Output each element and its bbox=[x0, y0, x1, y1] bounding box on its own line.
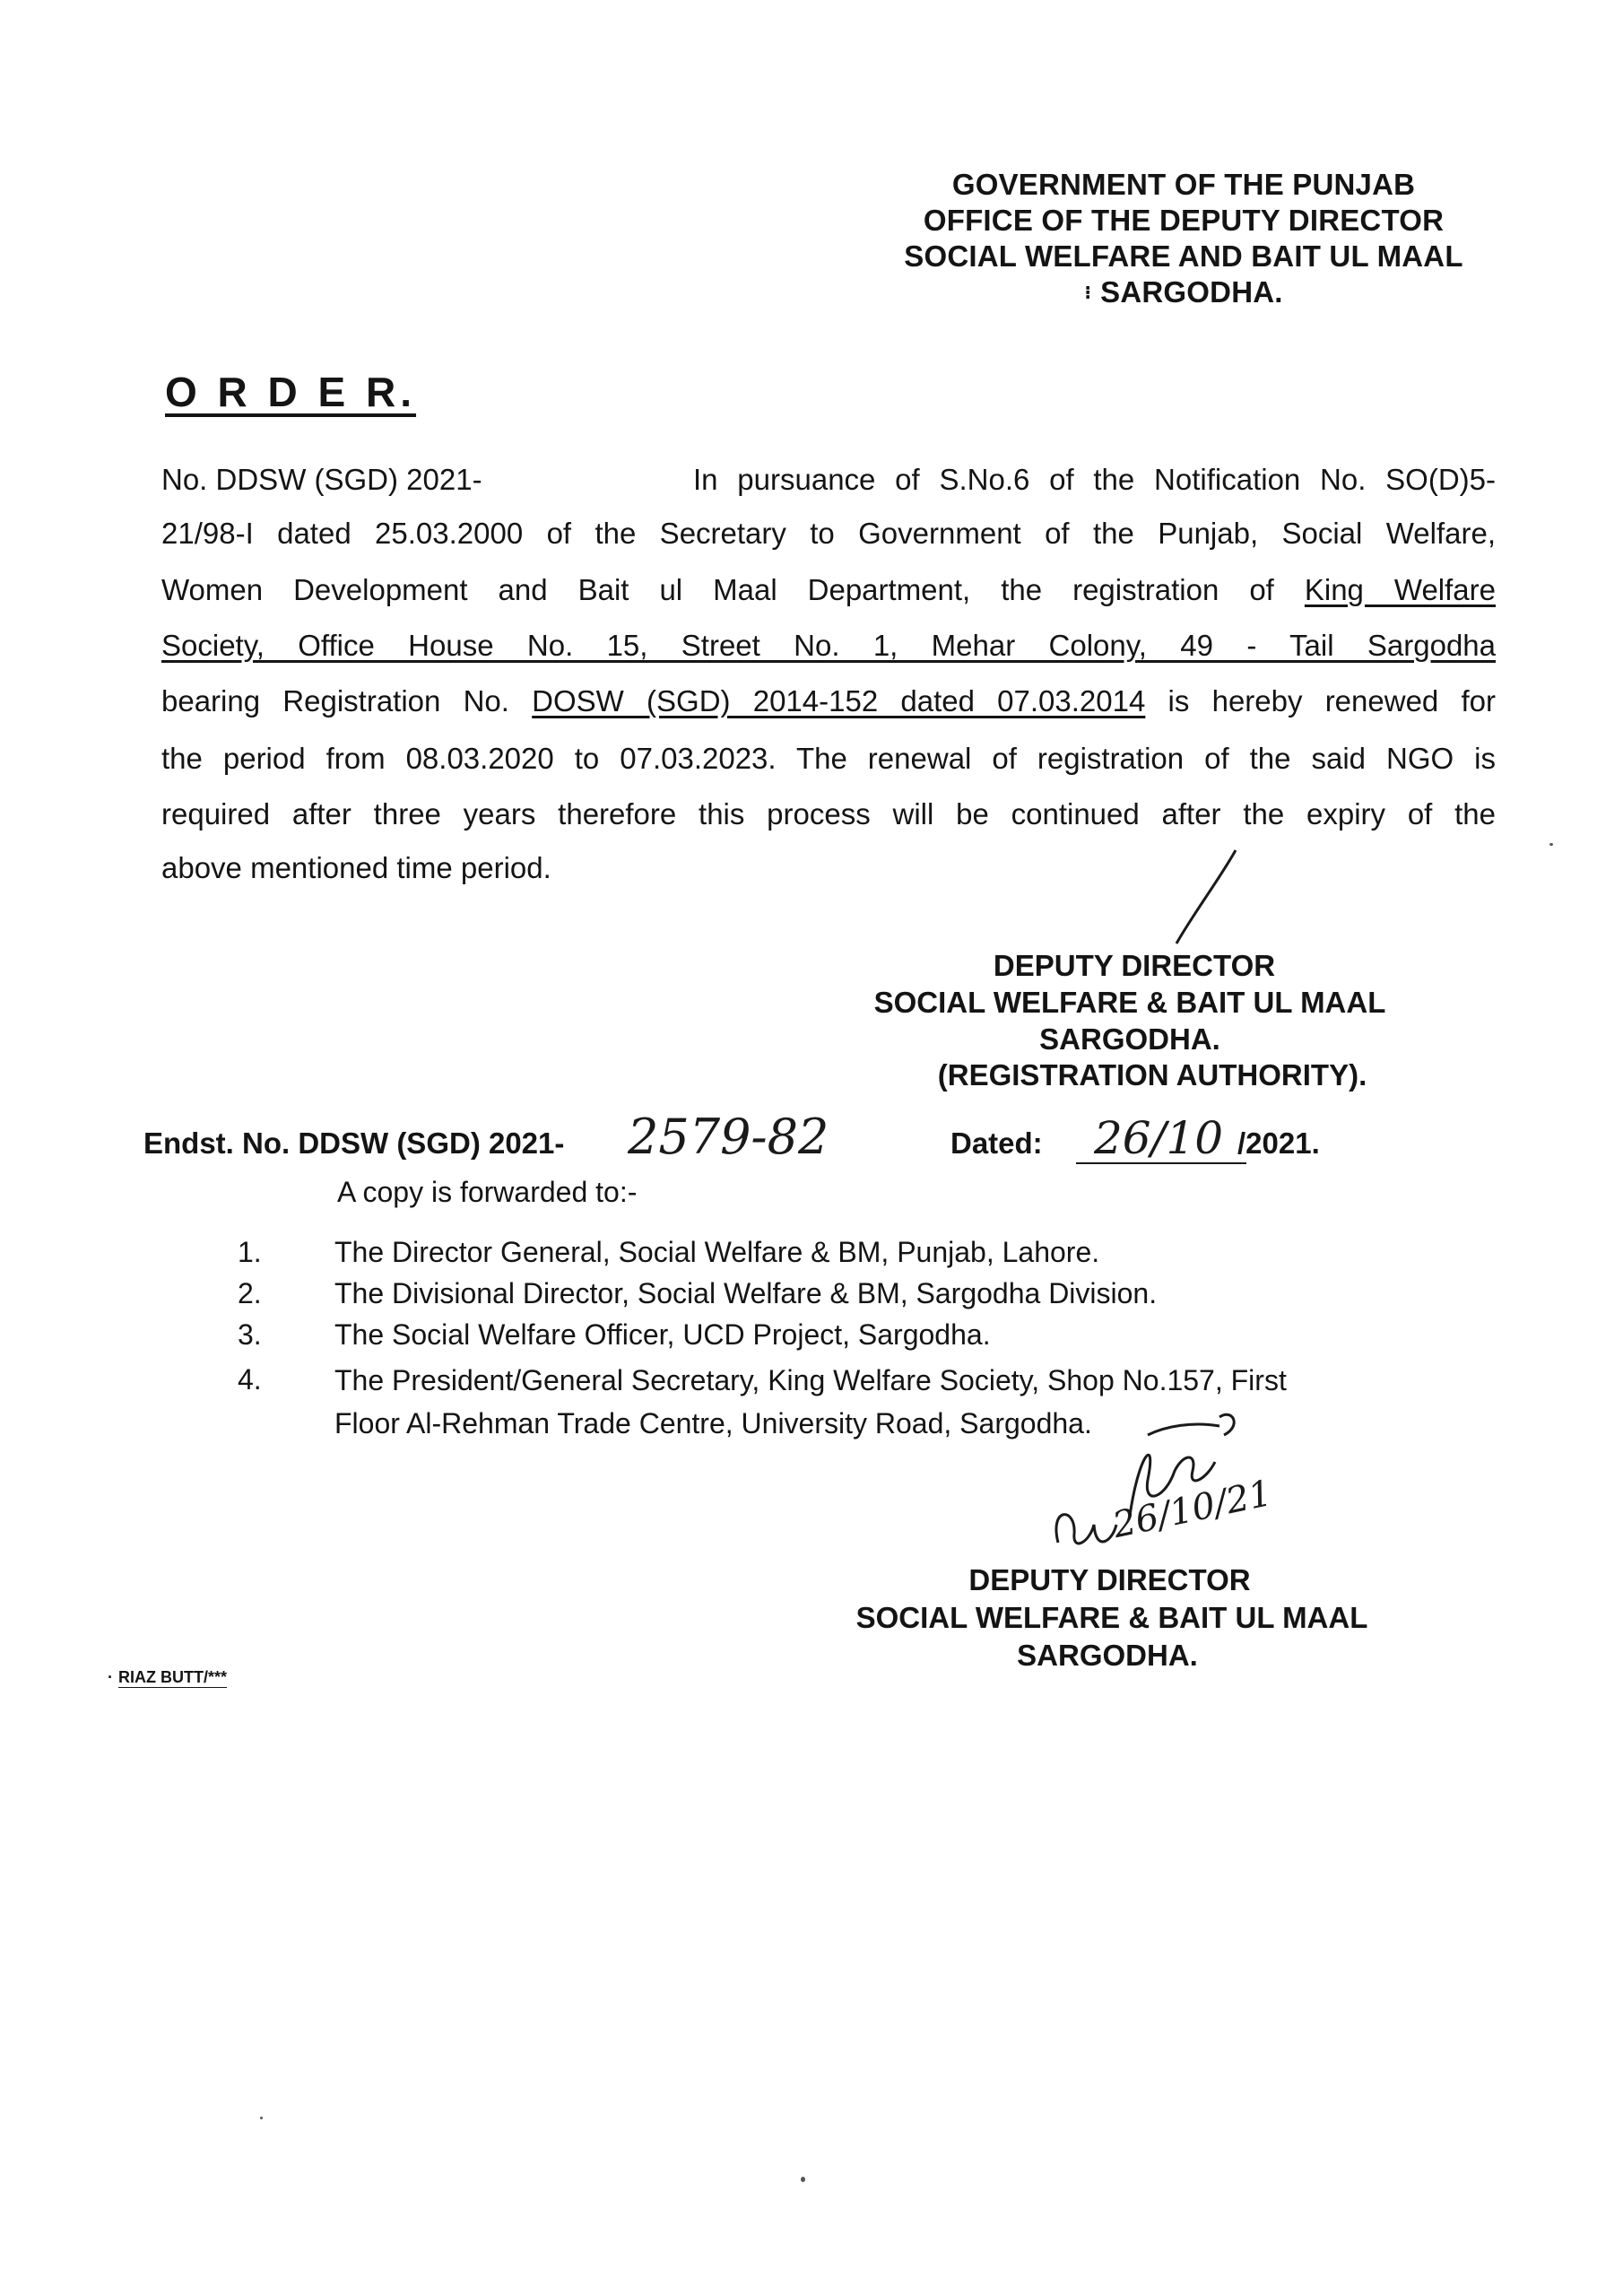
signatory-department: SOCIAL WELFARE & BAIT UL MAAL bbox=[873, 986, 1386, 1019]
letterhead-line-government: GOVERNMENT OF THE PUNJAB bbox=[951, 168, 1416, 201]
order-line-4-ngo-address: Society, Office House No. 15, Street No. 1, Mehar Colony, 49 - Tail Sargodha bbox=[161, 629, 1496, 662]
order-line-6: the period from 08.03.2020 to 07.03.2023. The renewal of registration of the said NGO is bbox=[161, 742, 1496, 775]
letterhead bbox=[861, 167, 1506, 315]
endorsement-number-prefix: Endst. No. DDSW (SGD) 2021- bbox=[143, 1126, 565, 1160]
signature-block-deputy-director bbox=[825, 1562, 1399, 1674]
letterhead-line-office: OFFICE OF THE DEPUTY DIRECTOR bbox=[923, 204, 1445, 237]
ngo-name-link: King Welfare bbox=[1304, 573, 1497, 606]
signatory-title: DEPUTY DIRECTOR bbox=[993, 949, 1276, 982]
forward-item-number-2: 2. bbox=[238, 1277, 262, 1309]
order-line-1 bbox=[161, 462, 1496, 498]
date-year: /2021. bbox=[1237, 1126, 1320, 1160]
signatory-city: SARGODHA. bbox=[1039, 1022, 1220, 1056]
signatory-role: (REGISTRATION AUTHORITY). bbox=[937, 1058, 1367, 1091]
scan-speck bbox=[801, 2177, 805, 2182]
forward-item-text-4-cont: Floor Al-Rehman Trade Centre, University Road, Sargodha. bbox=[334, 1407, 1092, 1439]
letterhead-line-department: SOCIAL WELFARE AND BAIT UL MAAL bbox=[904, 239, 1463, 273]
signatory-2-city: SARGODHA. bbox=[1017, 1639, 1198, 1672]
order-line-8: above mentioned time period. bbox=[161, 851, 551, 884]
order-line-1-text: In pursuance of S.No.6 of the Notification No. SO(D)5- bbox=[693, 463, 1496, 496]
registration-number: DOSW (SGD) 2014-152 dated 07.03.2014 bbox=[532, 684, 1146, 718]
handwritten-endorsement-number: 2579-82 bbox=[628, 1109, 829, 1165]
order-line-2: 21/98-I dated 25.03.2000 of the Secretary to Government of the Punjab, Social Welfare, bbox=[161, 517, 1496, 550]
forward-item-text-1: The Director General, Social Welfare & BM, Punjab, Lahore. bbox=[334, 1236, 1100, 1268]
order-title: O R D E R. bbox=[165, 369, 417, 415]
typist-initials: · RIAZ BUTT/*** bbox=[108, 1668, 227, 1686]
forward-item-number-4: 4. bbox=[238, 1363, 262, 1396]
handwritten-signature-date: 26/10/21 bbox=[1109, 1472, 1276, 1547]
order-line-7: required after three years therefore this process will be continued after the expiry of the bbox=[161, 797, 1496, 831]
forward-item-number-1: 1. bbox=[238, 1236, 262, 1268]
order-reference-number: No. DDSW (SGD) 2021- bbox=[161, 463, 482, 496]
order-line-5: bearing Registration No. DOSW (SGD) 2014-152 dated 07.03.2014 is hereby renewed for bbox=[161, 684, 1497, 718]
dated-label: Dated: bbox=[950, 1126, 1043, 1160]
handwritten-date: 26/10 bbox=[1094, 1112, 1224, 1164]
copy-forwarded-line: A copy is forwarded to:- bbox=[337, 1176, 638, 1208]
forward-item-number-3: 3. bbox=[238, 1318, 262, 1351]
endorsement-line bbox=[143, 1109, 1399, 1173]
scan-speck bbox=[260, 2117, 263, 2119]
signature-block-registration-authority bbox=[834, 948, 1462, 1093]
signature-stroke-mark bbox=[1166, 843, 1246, 951]
forward-item-text-2: The Divisional Director, Social Welfare & BM, Sargodha Division. bbox=[334, 1277, 1158, 1309]
forward-item-text-4: The President/General Secretary, King Welfare Society, Shop No.157, First bbox=[334, 1364, 1287, 1396]
scan-speck bbox=[1549, 843, 1553, 846]
forward-item-text-3: The Social Welfare Officer, UCD Project, Sargodha. bbox=[334, 1318, 991, 1351]
signatory-2-title: DEPUTY DIRECTOR bbox=[968, 1563, 1251, 1596]
signatory-2-department: SOCIAL WELFARE & BAIT UL MAAL bbox=[855, 1601, 1368, 1634]
letterhead-line-city: ⁝ SARGODHA. bbox=[1084, 275, 1283, 309]
order-line-3: Women Development and Bait ul Maal Department, the registration of King Welfare bbox=[161, 573, 1497, 606]
